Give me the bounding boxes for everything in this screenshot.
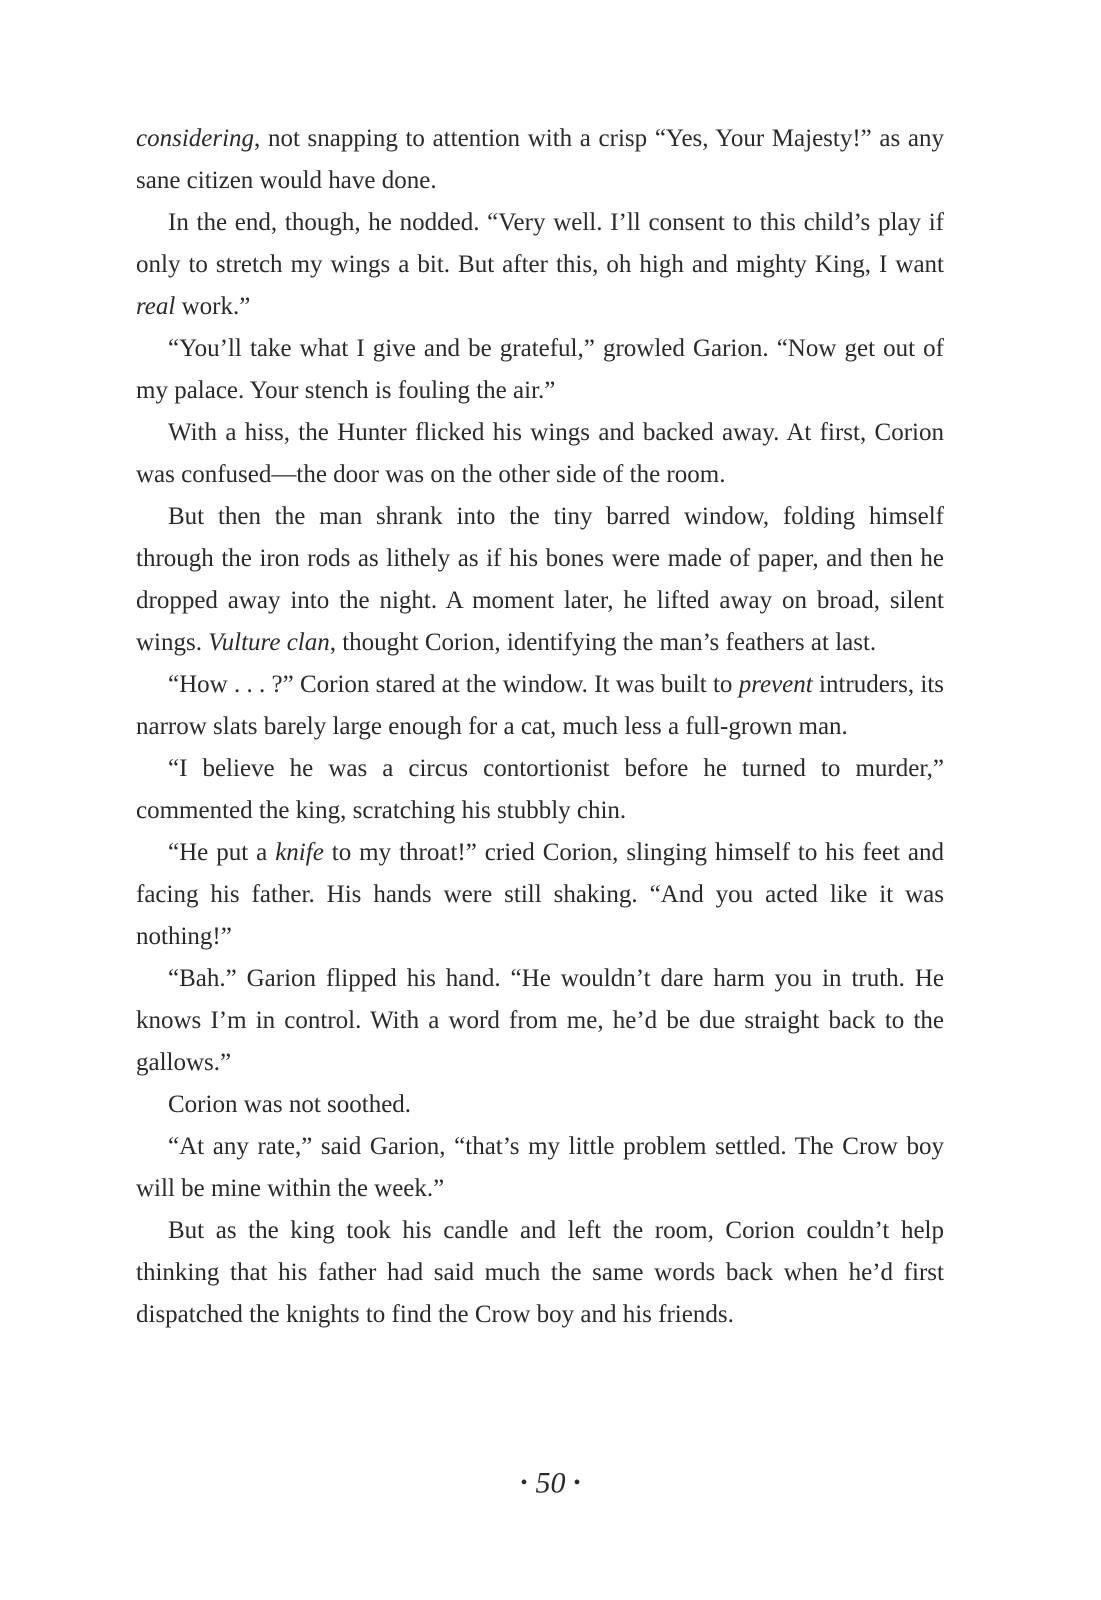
page-number-dot-left: • (520, 1472, 528, 1495)
text-segment: “Bah.” Garion flipped his hand. “He wouldn’t dare harm you in truth. He knows I’m in control. With a word from me, he’d be due straight back to the gallows.” (136, 965, 944, 1076)
text-segment: “I believe he was a circus contortionist before he turned to murder,” commented the king, scratching his stubbly chin. (136, 755, 944, 824)
text-segment: “He put a (168, 839, 276, 866)
text-segment: But as the king took his candle and left the room, Corion couldn’t help thinking that his father had said much the same words back when he’d first dispatched the knights to find the Crow boy and his friends. (136, 1217, 944, 1328)
page-body (136, 118, 944, 1336)
paragraph (136, 958, 944, 1084)
text-segment: , not snapping to attention with a crisp “Yes, Your Majesty!” as any sane citizen would have done. (136, 125, 944, 194)
italic-text: knife (275, 839, 324, 866)
text-segment: “You’ll take what I give and be grateful,” growled Garion. “Now get out of my palace. Your stench is fouling the air.” (136, 335, 944, 404)
text-segment: “How . . . ?” Corion stared at the window. It was built to (168, 671, 739, 698)
paragraph (136, 412, 944, 496)
paragraph (136, 1210, 944, 1336)
paragraph (136, 664, 944, 748)
text-segment: work.” (175, 293, 251, 320)
paragraph (136, 328, 944, 412)
italic-text: considering (136, 125, 255, 152)
paragraph (136, 118, 944, 202)
text-segment: But then the man shrank into the tiny barred window, folding himself through the iron rods as lithely as if his bones were made of paper, and then he dropped away into the night. A moment later, he lifted away on broad, silent wings. (136, 503, 944, 656)
page-number-value: 50 (535, 1466, 566, 1500)
paragraph (136, 1126, 944, 1210)
text-segment: “At any rate,” said Garion, “that’s my little problem settled. The Crow boy will be mine within the week.” (136, 1133, 944, 1202)
paragraph (136, 748, 944, 832)
italic-text: real (136, 293, 176, 320)
text-segment: , thought Corion, identifying the man’s feathers at last. (329, 629, 877, 656)
text-segment: intruders, its narrow slats barely large enough for a cat, much less a full-grown man. (136, 671, 944, 740)
paragraph (136, 496, 944, 664)
paragraph (136, 832, 944, 958)
italic-text: Vulture clan (208, 629, 330, 656)
paragraph (136, 1084, 944, 1126)
page-number (0, 1462, 1101, 1503)
text-segment: Corion was not soothed. (168, 1091, 412, 1118)
italic-text: prevent (738, 671, 813, 698)
text-segment: With a hiss, the Hunter flicked his wings and backed away. At first, Corion was confused—the door was on the other side of the room. (136, 419, 944, 488)
text-segment: In the end, though, he nodded. “Very well. I’ll consent to this child’s play if only to stretch my wings a bit. But after this, oh high and mighty King, I want (136, 209, 944, 278)
paragraph (136, 202, 944, 328)
page-number-dot-right: • (573, 1472, 581, 1495)
text-segment: to my throat!” cried Corion, slinging himself to his feet and facing his father. His hands were still shaking. “And you acted like it was nothing!” (136, 839, 944, 950)
